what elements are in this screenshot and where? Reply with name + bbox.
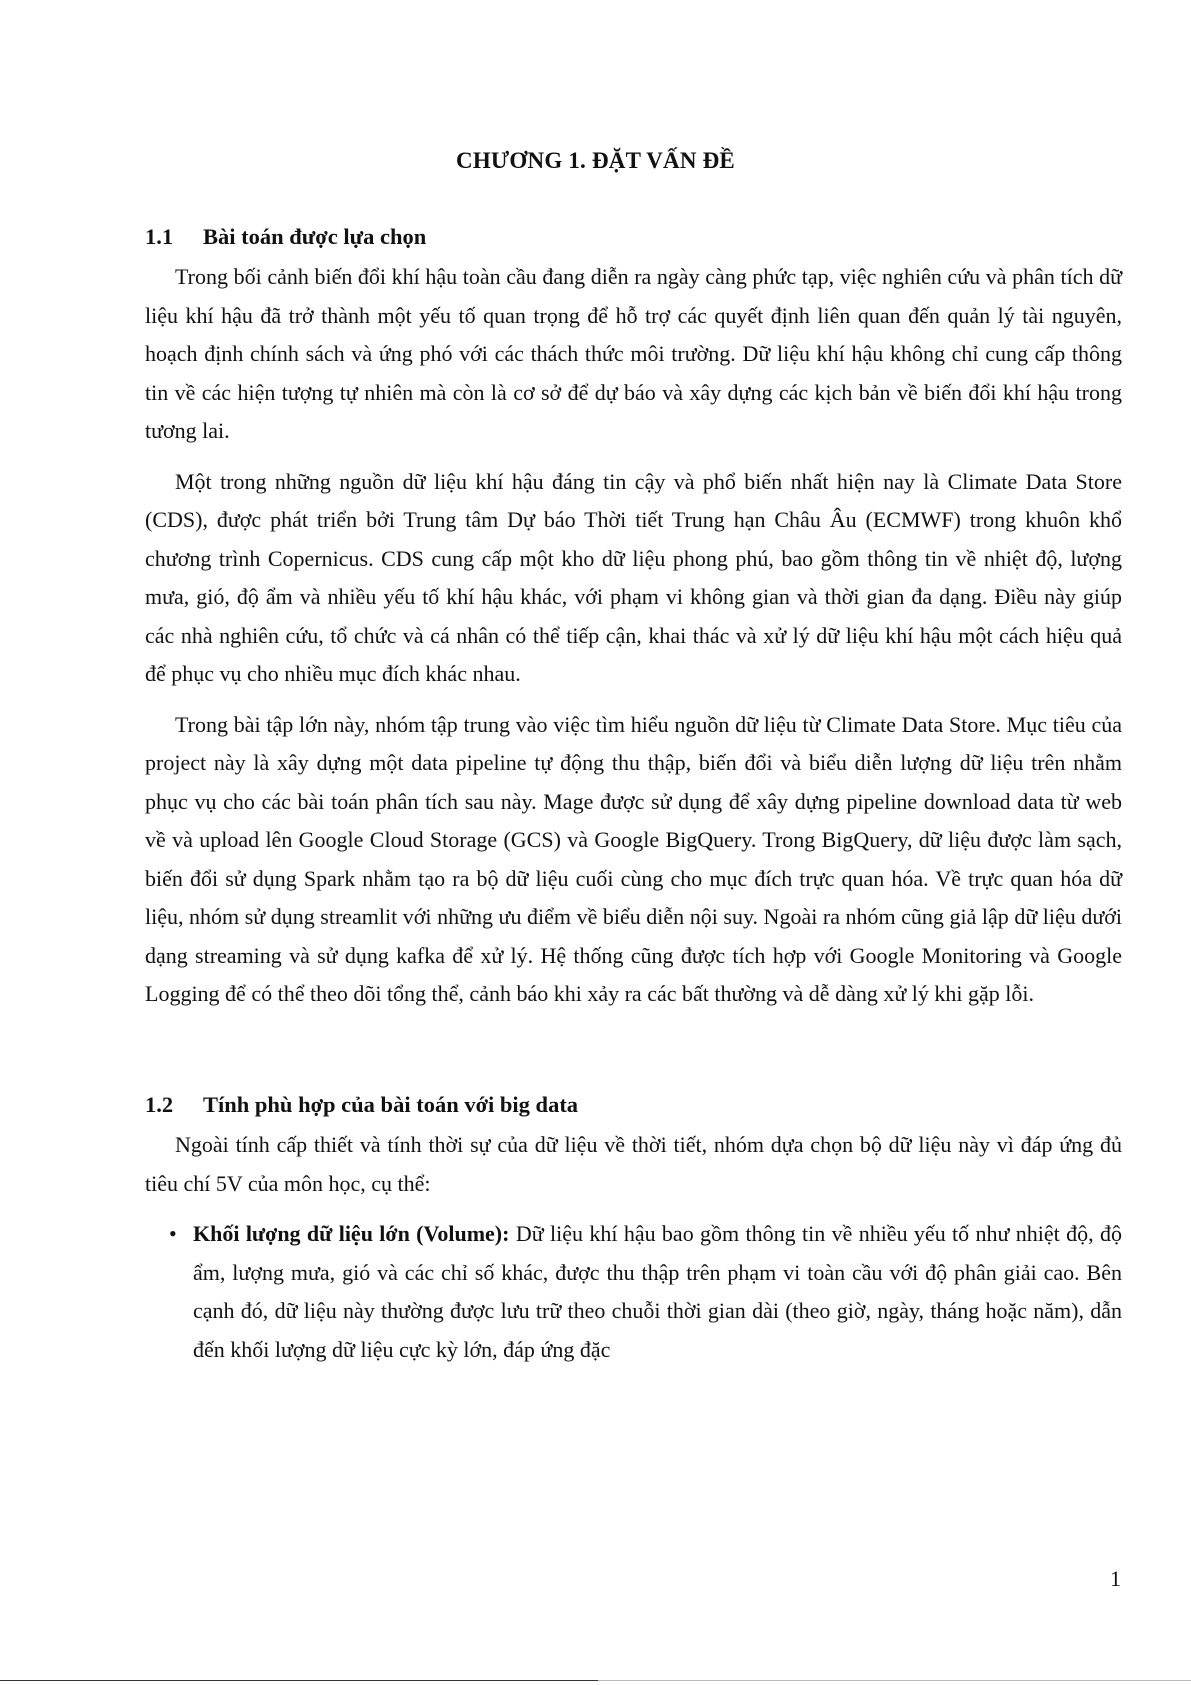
section-title: Tính phù hợp của bài toán với big data bbox=[203, 1092, 579, 1117]
paragraph: Một trong những nguồn dữ liệu khí hậu đáng tin cậy và phổ biến nhất hiện nay là Climate Data Store (CDS), được phát triển bởi Trung tâm Dự báo Thời tiết Trung hạn Châu Âu (ECMWF) trong khuôn khổ chương trình Copernicus. CDS cung cấp một kho dữ liệu phong phú, bao gồm thông tin về nhiệt độ, lượng mưa, gió, độ ẩm và nhiều yếu tố khí hậu khác, với phạm vi không gian và thời gian đa dạng. Điều này giúp các nhà nghiên cứu, tổ chức và cá nhân có thể tiếp cận, khai thác và xử lý dữ liệu khí hậu một cách hiệu quả để phục vụ cho nhiều mục đích khác nhau. bbox=[145, 468, 1122, 686]
paragraph: Trong bối cảnh biến đổi khí hậu toàn cầu đang diễn ra ngày càng phức tạp, việc nghiên cứu và phân tích dữ liệu khí hậu đã trở thành một yếu tố quan trọng để hỗ trợ các quyết định liên quan đến quản lý tài nguyên, hoạch định chính sách và ứng phó với các thách thức môi trường. Dữ liệu khí hậu không chỉ cung cấp thông tin về các hiện tượng tự nhiên mà còn là cơ sở để dự báo và xây dựng các kịch bản về biến đổi khí hậu trong tương lai. bbox=[145, 264, 1122, 443]
bottom-divider bbox=[0, 1680, 600, 1681]
section-heading bbox=[145, 1086, 1122, 1124]
page-number: 1 bbox=[1110, 1566, 1121, 1591]
section-heading bbox=[145, 218, 1122, 256]
section-number: 1.2 bbox=[145, 1092, 174, 1117]
section-title: Bài toán được lựa chọn bbox=[203, 224, 427, 249]
list-item-term: Khối lượng dữ liệu lớn (Volume): bbox=[193, 1221, 510, 1246]
section-1-1 bbox=[145, 218, 1122, 1026]
list-item-text: Dữ liệu khí hậu bao gồm thông tin về nhiều yếu tố như nhiệt độ, độ ẩm, lượng mưa, gió và các chỉ số khác, được thu thập trên phạm vi toàn cầu với độ phân giải cao. Bên cạnh đó, dữ liệu này thường được lưu trữ theo chuỗi thời gian dài (theo giờ, ngày, tháng hoặc năm), dẫn đến khối lượng dữ liệu cực kỳ lớn, đáp ứng đặc bbox=[193, 1221, 1123, 1362]
bullet-icon: • bbox=[169, 1221, 177, 1246]
paragraph: Trong bài tập lớn này, nhóm tập trung vào việc tìm hiểu nguồn dữ liệu từ Climate Data Store. Mục tiêu của project này là xây dựng một data pipeline tự động thu thập, biến đổi và biểu diễn lượng dữ liệu trên nhằm phục vụ cho các bài toán phân tích sau này. Mage được sử dụng để xây dựng pipeline download data từ web về và upload lên Google Cloud Storage (GCS) và Google BigQuery. Trong BigQuery, dữ liệu được làm sạch, biến đổi sử dụng Spark nhằm tạo ra bộ dữ liệu cuối cùng cho mục đích trực quan hóa. Về trực quan hóa dữ liệu, nhóm sử dụng streamlit với những ưu điểm về biểu diễn nội suy. Ngoài ra nhóm cũng giả lập dữ liệu dưới dạng streaming và sử dụng kafka để xử lý. Hệ thống cũng được tích hợp với Google Monitoring và Google Logging để có thể theo dõi tổng thể, cảnh báo khi xảy ra các bất thường và dễ dàng xử lý khi gặp lỗi. bbox=[145, 711, 1122, 1006]
bottom-divider bbox=[598, 1680, 1191, 1681]
paragraph: Ngoài tính cấp thiết và tính thời sự của dữ liệu về thời tiết, nhóm dựa chọn bộ dữ liệu này vì đáp ứng đủ tiêu chí 5V của môn học, cụ thể: bbox=[145, 1132, 1122, 1196]
section-1-2 bbox=[145, 1086, 1122, 1369]
chapter-title: CHƯƠNG 1. ĐẶT VẤN ĐỀ bbox=[456, 148, 735, 173]
list-item bbox=[169, 1215, 1123, 1369]
section-number: 1.1 bbox=[145, 224, 174, 249]
criteria-list bbox=[145, 1215, 1122, 1369]
